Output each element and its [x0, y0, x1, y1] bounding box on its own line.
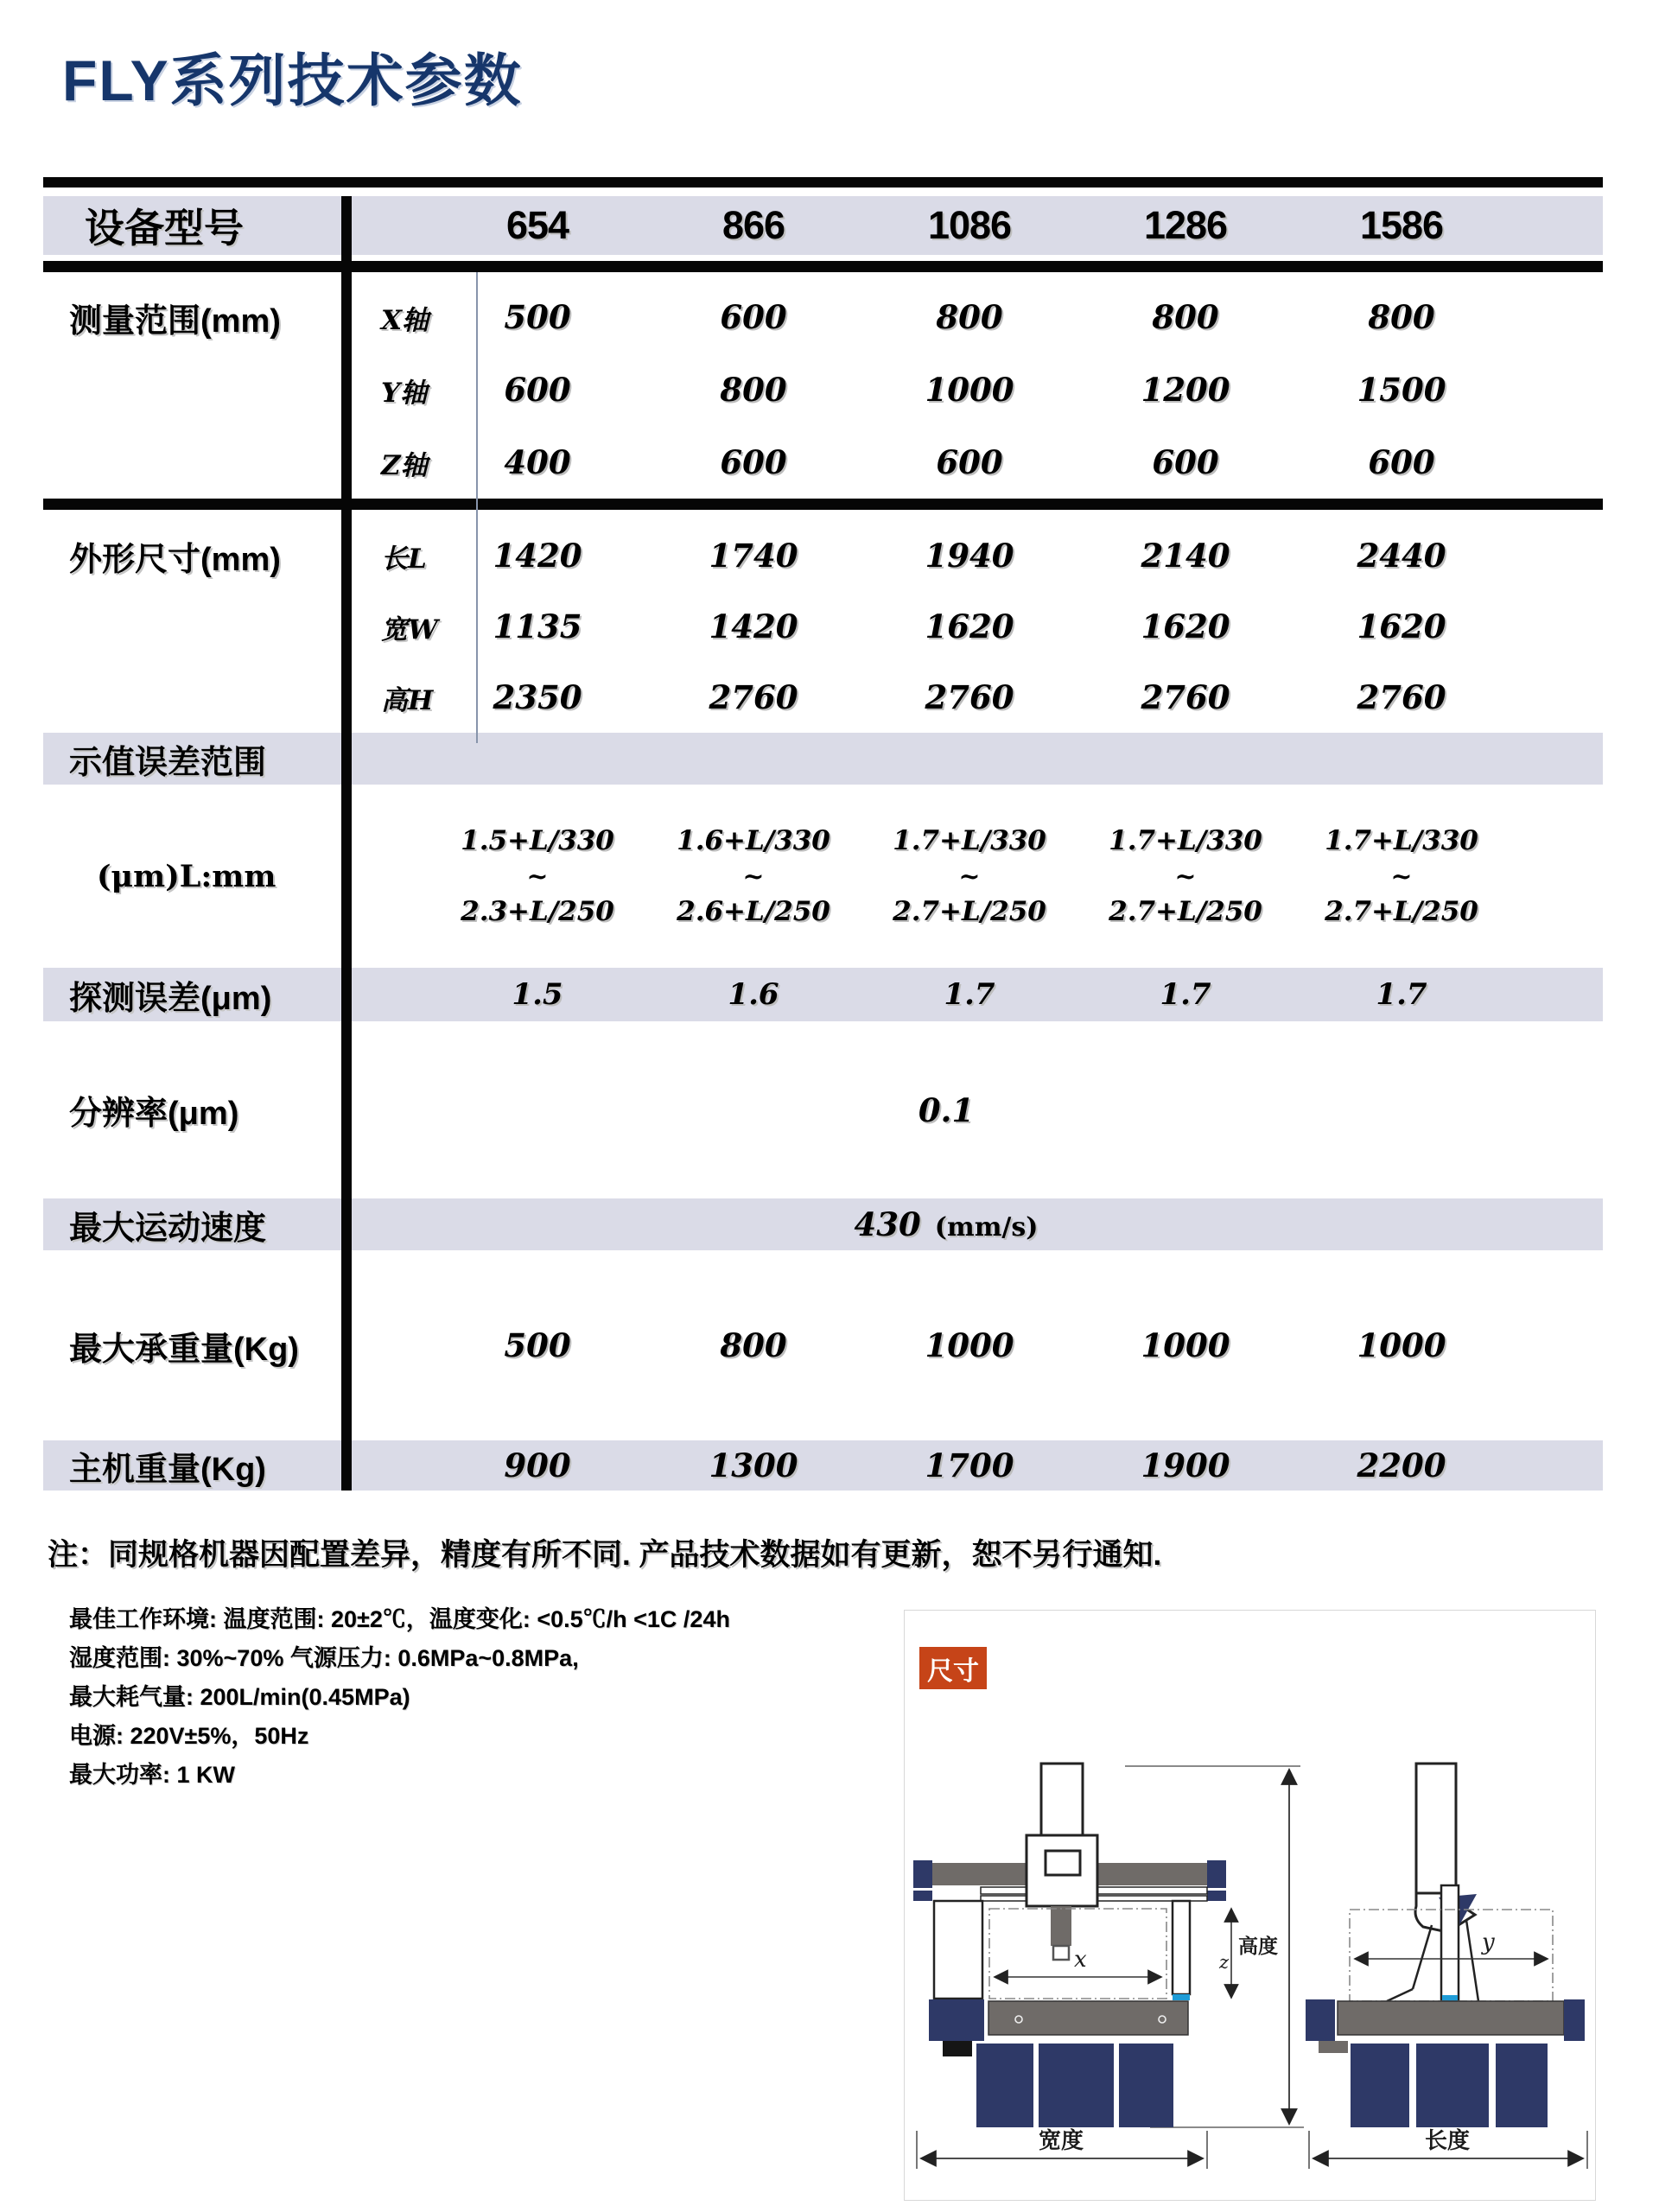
base-block [1496, 2044, 1548, 2127]
error-bottom-value: 2.3+L/250 [461, 895, 614, 927]
table-row [43, 281, 1603, 353]
resolution-row [43, 1021, 1603, 1198]
z-ram [1441, 1885, 1459, 1999]
model-header: 1286 [1143, 203, 1228, 247]
dim-label-length: 长度 [1425, 2127, 1471, 2153]
cell-value: 600 [720, 298, 787, 336]
page-title: FLY系列技术参数 [62, 48, 523, 112]
cell-value: 1420 [493, 537, 582, 575]
base-block [976, 2044, 1033, 2127]
cell-value: 1.7 [944, 977, 995, 1012]
axis-sublabel: X轴 [381, 304, 429, 336]
section-label-error-range: 示值误差范围 [69, 744, 267, 781]
env-line: 最大耗气量: 200L/min(0.45MPa) [69, 1684, 410, 1710]
cyan-accent [1173, 1994, 1190, 2000]
base-block [1416, 2044, 1489, 2127]
base-block [1351, 2044, 1409, 2127]
cell-value: 800 [1152, 298, 1219, 336]
error-values-row [43, 785, 1603, 968]
env-line: 最佳工作环境: 温度范围: 20±2℃，温度变化: <0.5℃/h <1C /24h [69, 1606, 730, 1632]
cell-value: 1300 [709, 1446, 798, 1484]
cell-value: 400 [504, 443, 571, 481]
model-header: 654 [505, 203, 569, 247]
cell-value: 1620 [1141, 607, 1230, 645]
dims-section [43, 510, 1603, 733]
side-view-drawing [1306, 1764, 1587, 2169]
speed-value: 430 [854, 1205, 921, 1243]
cell-value: 600 [720, 443, 787, 481]
cell-value: 2140 [1141, 537, 1230, 575]
section-label-speed: 最大运动速度 [69, 1210, 267, 1247]
cyan-accent [1442, 1995, 1458, 2001]
cell-value: 1620 [1357, 607, 1446, 645]
error-bottom-value: 2.7+L/250 [1109, 895, 1262, 927]
dim-label-x: x [1074, 1947, 1087, 1973]
header-row [43, 196, 1603, 255]
environment-block [69, 1600, 730, 1795]
section-label-dims: 外形尺寸(mm) [69, 541, 281, 578]
error-top-value: 1.5+L/330 [461, 824, 614, 856]
cell-value: 800 [720, 1326, 787, 1364]
section-label-measure: 测量范围(mm) [69, 302, 281, 340]
rule-below-measure [43, 499, 1603, 510]
cell-value: 500 [504, 1326, 571, 1364]
cell-value: 2350 [493, 678, 582, 716]
cell-value: 1900 [1141, 1446, 1230, 1484]
cell-value: 800 [720, 371, 787, 409]
cell-value: 600 [936, 443, 1003, 481]
speed-row [43, 1198, 1603, 1250]
weight-row [43, 1440, 1603, 1491]
model-header: 866 [721, 203, 785, 247]
front-view-drawing [913, 1764, 1304, 2169]
cell-value: 1.6 [728, 977, 779, 1012]
cell-value: 1.7 [1376, 977, 1427, 1012]
cell-value: 2440 [1357, 537, 1446, 575]
cell-value: 600 [504, 371, 571, 409]
load-row [43, 1250, 1603, 1440]
error-cell [1294, 785, 1510, 968]
cell-value: 1000 [925, 371, 1014, 409]
cell-value: 600 [1368, 443, 1435, 481]
table-thin-vertical-rule [476, 272, 478, 743]
cell-value: 600 [1152, 443, 1219, 481]
tilde: ~ [742, 861, 765, 892]
error-top-value: 1.7+L/330 [1325, 824, 1478, 856]
dimensions-badge: 尺寸 [919, 1647, 987, 1689]
cell-value: 1.7 [1160, 977, 1211, 1012]
cell-value: 1000 [925, 1326, 1014, 1364]
cmm-drawing [905, 1611, 1595, 2200]
error-cell [1077, 785, 1294, 968]
error-cell [861, 785, 1077, 968]
granite-table-side [1338, 2001, 1564, 2035]
left-leg [934, 1901, 982, 1999]
cell-value: 1740 [709, 537, 798, 575]
cell-value: 500 [504, 298, 571, 336]
error-band-row [43, 733, 1603, 785]
cell-value: 2200 [1357, 1446, 1446, 1484]
cell-value: 1420 [709, 607, 798, 645]
cell-value: 2760 [925, 678, 1014, 716]
axis-sublabel: Y轴 [381, 377, 428, 409]
tilde: ~ [958, 861, 981, 892]
axis-sublabel: Z轴 [381, 449, 428, 481]
granite-table-front [988, 2001, 1188, 2035]
tilde: ~ [1174, 861, 1197, 892]
right-leg [1173, 1901, 1190, 1994]
section-label-weight: 主机重量(Kg) [69, 1451, 266, 1488]
probe-row [43, 968, 1603, 1021]
env-line: 电源: 220V±5%，50Hz [69, 1723, 309, 1749]
cell-value: 1.5 [512, 977, 563, 1012]
table-row [43, 591, 1603, 662]
table-row [43, 353, 1603, 426]
dimensions-diagram [904, 1610, 1596, 2201]
speed-value-group [406, 1205, 1486, 1243]
cell-value: 800 [936, 298, 1003, 336]
error-unit-label: (μm)L:mm [97, 858, 276, 894]
error-bottom-value: 2.7+L/250 [1325, 895, 1478, 927]
dim-label-z: z [1219, 1952, 1230, 1973]
error-top-value: 1.7+L/330 [893, 824, 1046, 856]
env-line: 最大功率: 1 KW [69, 1762, 235, 1788]
spindle [1051, 1906, 1071, 1946]
table-row [43, 520, 1603, 591]
error-bottom-value: 2.7+L/250 [893, 895, 1046, 927]
dim-label-height: 高度 [1238, 1935, 1278, 1957]
speed-unit: (mm/s) [934, 1212, 1039, 1243]
footnote: 注：同规格机器因配置差异，精度有所不同. 产品技术数据如有更新，恕不另行通知. [48, 1538, 1162, 1572]
cell-value: 2760 [1141, 678, 1230, 716]
measure-section [43, 272, 1603, 499]
table-vertical-rule [341, 196, 352, 1491]
dim-label-width: 宽度 [1039, 2127, 1084, 2153]
table-row [43, 662, 1603, 733]
base-block [1119, 2044, 1173, 2127]
dim-sublabel: 高H [381, 684, 434, 716]
cell-value: 1700 [925, 1446, 1014, 1484]
header-label: 设备型号 [85, 206, 244, 251]
error-cell [645, 785, 861, 968]
error-top-value: 1.6+L/330 [677, 824, 830, 856]
cell-value: 1000 [1357, 1326, 1446, 1364]
tilde: ~ [1390, 861, 1413, 892]
error-bottom-value: 2.6+L/250 [677, 895, 830, 927]
section-label-resolution: 分辨率(μm) [69, 1096, 239, 1132]
side-column [1416, 1764, 1456, 1893]
dim-sublabel: 宽W [381, 613, 438, 645]
rule-top [43, 177, 1603, 188]
cell-value: 1940 [925, 537, 1014, 575]
dim-sublabel: 长L [381, 543, 427, 575]
cell-value: 1500 [1357, 371, 1446, 409]
rule-below-header [43, 261, 1603, 272]
base-block [1039, 2044, 1114, 2127]
error-top-value: 1.7+L/330 [1109, 824, 1262, 856]
cell-value: 2760 [1357, 678, 1446, 716]
cell-value: 2760 [709, 678, 798, 716]
spec-table [43, 177, 1603, 1491]
cell-value: 900 [504, 1446, 571, 1484]
model-header: 1586 [1359, 203, 1444, 247]
cell-value: 800 [1368, 298, 1435, 336]
tilde: ~ [526, 861, 549, 892]
section-label-probe: 探测误差(μm) [69, 980, 272, 1017]
cell-value: 1620 [925, 607, 1014, 645]
cell-value: 1135 [493, 607, 582, 645]
section-label-load: 最大承重量(Kg) [69, 1331, 299, 1368]
resolution-value: 0.1 [918, 1090, 975, 1129]
dim-label-y: y [1482, 1929, 1495, 1955]
cell-value: 1000 [1141, 1326, 1230, 1364]
error-cell [429, 785, 645, 968]
env-line: 湿度范围: 30%~70% 气源压力: 0.6MPa~0.8MPa, [69, 1645, 579, 1671]
model-header: 1086 [927, 203, 1012, 247]
cell-value: 1200 [1141, 371, 1230, 409]
table-row [43, 426, 1603, 499]
